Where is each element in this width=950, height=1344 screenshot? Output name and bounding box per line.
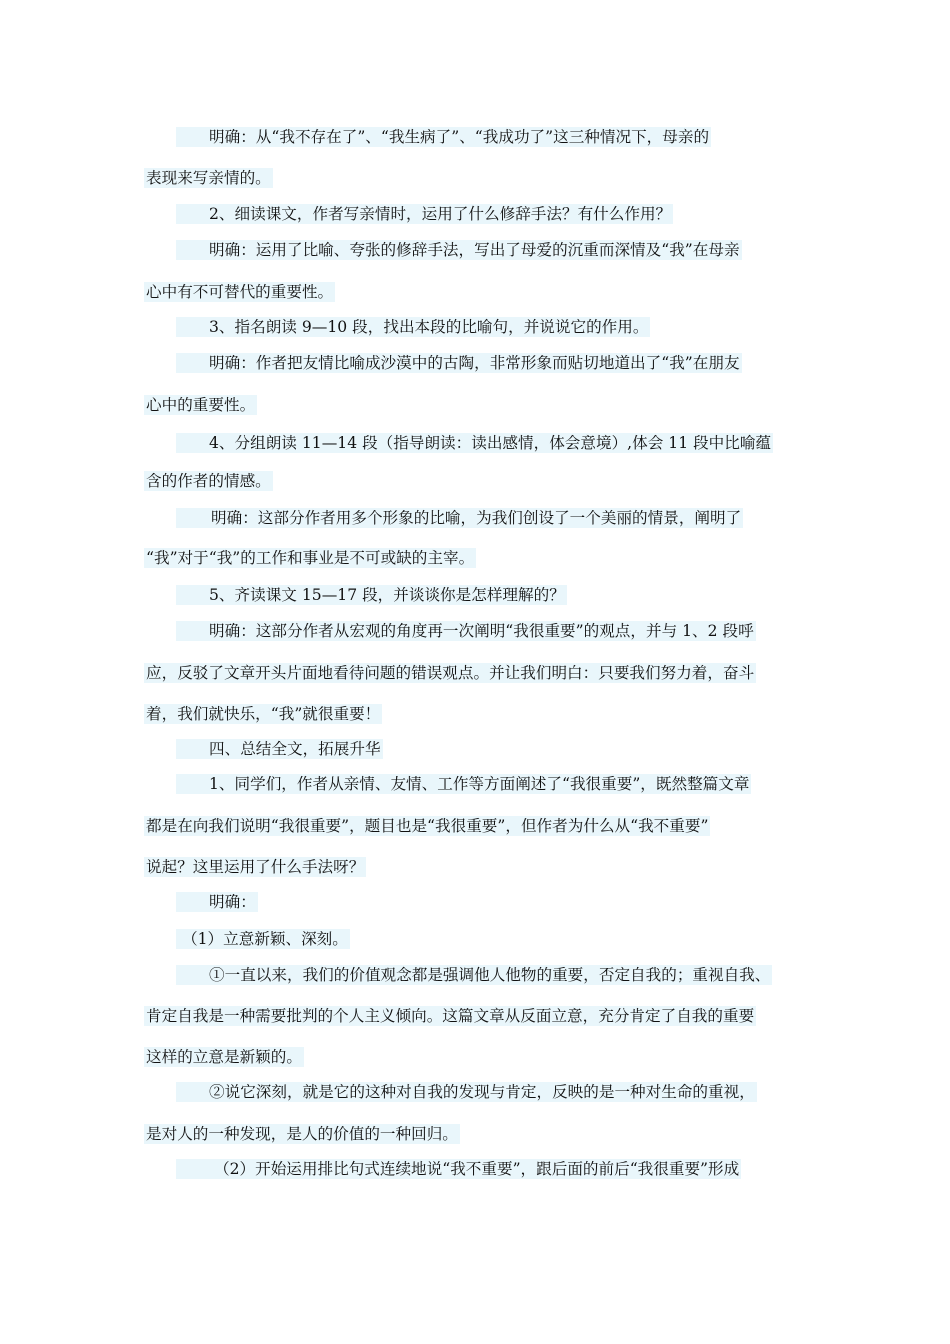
text-line: 心中的重要性。 bbox=[146, 396, 256, 414]
text-line: 明确：运用了比喻、夸张的修辞手法，写出了母爱的沉重而深情及“我”在母亲 bbox=[176, 240, 742, 260]
text-line: 表现来写亲情的。 bbox=[146, 169, 271, 187]
text-line: 四、总结全文，拓展升华 bbox=[176, 739, 383, 759]
text-line: 含的作者的情感。 bbox=[146, 472, 271, 490]
text-line: 明确：作者把友情比喻成沙漠中的古陶，非常形象而贴切地道出了“我”在朋友 bbox=[176, 353, 742, 373]
text-line: 着，我们就快乐，“我”就很重要！ bbox=[146, 705, 381, 723]
text-line: 明确：这部分作者从宏观的角度再一次阐明“我很重要”的观点，并与 1、2 段呼 bbox=[176, 621, 756, 641]
text-line: ①一直以来，我们的价值观念都是强调他人他物的重要，否定自我的；重视自我、 bbox=[176, 965, 772, 985]
text-line: 应，反驳了文章开头片面地看待问题的错误观点。并让我们明白：只要我们努力着，奋斗 bbox=[146, 664, 755, 682]
text-line: 心中有不可替代的重要性。 bbox=[146, 283, 334, 301]
text-line: 这样的立意是新颖的。 bbox=[146, 1048, 302, 1066]
text-line: 肯定自我是一种需要批判的个人主义倾向。这篇文章从反面立意，充分肯定了自我的重要 bbox=[146, 1007, 755, 1025]
text-line: 明确： bbox=[176, 892, 258, 912]
text-line: ②说它深刻，就是它的这种对自我的发现与肯定，反映的是一种对生命的重视， bbox=[176, 1082, 757, 1102]
text-line: “我”对于“我”的工作和事业是不可或缺的主宰。 bbox=[146, 549, 475, 567]
text-line: 5、齐读课文 15—17 段，并谈谈你是怎样理解的？ bbox=[176, 585, 567, 605]
text-line: 都是在向我们说明“我很重要”，题目也是“我很重要”，但作者为什么从“我不重要” bbox=[146, 817, 709, 835]
text-line: 1、同学们，作者从亲情、友情、工作等方面阐述了“我很重要”，既然整篇文章 bbox=[176, 774, 751, 794]
text-line: 明确：从“我不存在了”、“我生病了”、“我成功了”这三种情况下，母亲的 bbox=[176, 127, 711, 147]
text-line: 3、指名朗读 9—10 段，找出本段的比喻句，并说说它的作用。 bbox=[176, 317, 650, 337]
text-line: 明确：这部分作者用多个形象的比喻，为我们创设了一个美丽的情景，阐明了 bbox=[176, 508, 743, 528]
text-line: （2）开始运用排比句式连续地说“我不重要”，跟后面的前后“我很重要”形成 bbox=[176, 1159, 741, 1179]
text-line: 2、细读课文，作者写亲情时，运用了什么修辞手法？有什么作用？ bbox=[176, 204, 673, 224]
text-line: 4、分组朗读 11—14 段（指导朗读：读出感情，体会意境）,体会 11 段中比喻蕴 bbox=[176, 433, 773, 453]
text-line: 是对人的一种发现，是人的价值的一种回归。 bbox=[146, 1125, 458, 1143]
text-line: （1）立意新颖、深刻。 bbox=[176, 929, 350, 949]
text-line: 说起？这里运用了什么手法呀？ bbox=[146, 858, 365, 876]
